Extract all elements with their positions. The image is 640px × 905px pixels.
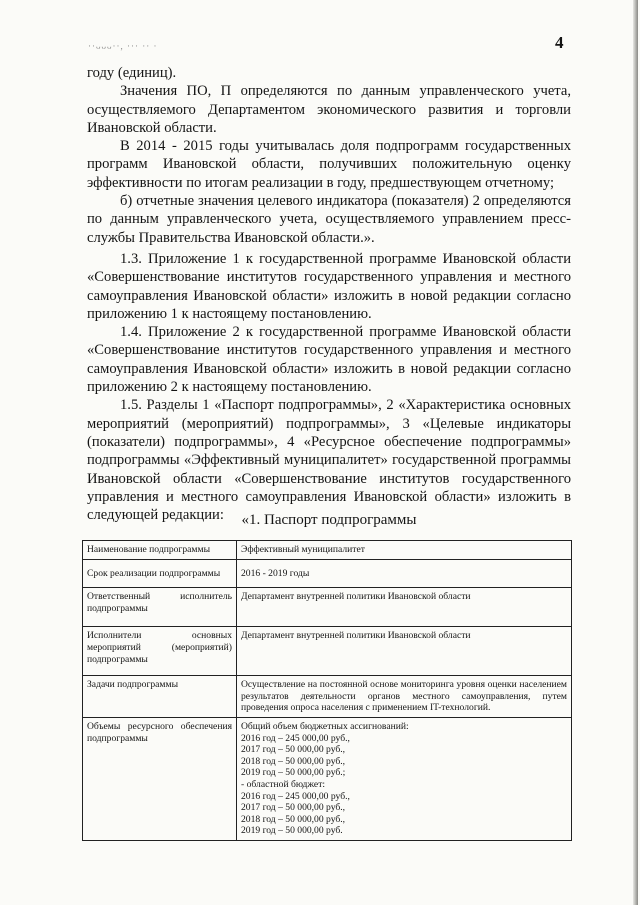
- funding-line: 2018 год – 50 000,00 руб.,: [241, 755, 346, 767]
- funding-line: 2019 год – 50 000,00 руб.: [241, 825, 343, 837]
- cell-value: Осуществление на постоянной основе мониторинга уровня оценки населением результатов деятельности органов местного самоуправления, путем проведения опроса населения с применением IT-технологий.: [237, 676, 572, 718]
- scan-edge: [633, 0, 638, 905]
- document-body: [87, 64, 571, 524]
- paragraph: 1.4. Приложение 2 к государственной программе Ивановской области «Совершенствование институтов государственного управления и местного самоуправления Ивановской области» изложить в новой редакции согласно приложению 2 к настоящему постановлению.: [87, 324, 571, 396]
- funding-line: 2017 год – 50 000,00 руб.,: [241, 744, 346, 756]
- paragraph: б) отчетные значения целевого индикатора (показателя) 2 определяются по данным управленческого учета, осуществляемого управлением пресс-службы Правительства Ивановской области.».: [87, 193, 571, 246]
- scan-header-noise: ··ᴗᴗᴗ··, ··· ·· ·: [88, 41, 158, 51]
- paragraph: Значения ПО, П определяются по данным управленческого учета, осуществляемого Департаментом экономического развития и торговли Ивановской области.: [87, 83, 571, 136]
- funding-line: Общий объем бюджетных ассигнований:: [241, 720, 409, 732]
- funding-line: 2016 год – 245 000,00 руб.,: [241, 790, 350, 802]
- funding-line: 2017 год – 50 000,00 руб.,: [241, 802, 346, 814]
- cell-value: Эффективный муниципалитет: [237, 541, 572, 560]
- cell-label: Ответственный исполнитель подпрограммы: [83, 588, 237, 627]
- table-row: [83, 559, 572, 588]
- paragraph: 1.5. Разделы 1 «Паспорт подпрограммы», 2 «Характеристика основных мероприятий (мероприятий) подпрограммы», 3 «Целевые индикаторы (показатели) подпрограммы», 4 «Ресурсное обеспечение подпрограммы» подпрограммы «Эффективный муниципалитет» государственной программы Ивановской области «Совершенствование институтов государственного управления и местного самоуправления Ивановской области» изложить в следующей редакции:: [87, 397, 571, 524]
- cell-value: Департамент внутренней политики Ивановской области: [237, 627, 572, 676]
- cell-label: Объемы ресурсного обеспечения подпрограммы: [83, 717, 237, 840]
- funding-line: - областной бюджет:: [241, 778, 326, 790]
- table-row: [83, 676, 572, 718]
- funding-cell: [237, 717, 572, 840]
- cell-label: Задачи подпрограммы: [83, 676, 237, 718]
- paragraph: году (единиц).: [87, 65, 177, 81]
- paragraph: В 2014 - 2015 годы учитывалась доля подпрограмм государственных программ Ивановской области, получивших положительную оценку эффективности по итогам реализации в году, предшествующем отчетному;: [87, 138, 571, 191]
- funding-line: 2018 год – 50 000,00 руб.,: [241, 813, 346, 825]
- cell-value: 2016 - 2019 годы: [237, 559, 572, 588]
- cell-value: Департамент внутренней политики Ивановской области: [237, 588, 572, 627]
- page-number: 4: [555, 33, 564, 52]
- table-row: [83, 588, 572, 627]
- cell-label: Наименование подпрограммы: [83, 541, 237, 560]
- table-row: [83, 627, 572, 676]
- cell-label: Исполнители основных мероприятий (мероприятий) подпрограммы: [83, 627, 237, 676]
- paragraph: 1.3. Приложение 1 к государственной программе Ивановской области «Совершенствование институтов государственного управления и местного самоуправления Ивановской области» изложить в новой редакции согласно приложению 1 к настоящему постановлению.: [87, 250, 571, 322]
- funding-line: 2019 год – 50 000,00 руб.;: [241, 767, 346, 779]
- funding-line: 2016 год – 245 000,00 руб.,: [241, 732, 350, 744]
- table-row: [83, 717, 572, 840]
- passport-table: [82, 540, 572, 841]
- section-title: «1. Паспорт подпрограммы: [241, 512, 417, 528]
- cell-label: Срок реализации подпрограммы: [83, 559, 237, 588]
- table-row: [83, 541, 572, 560]
